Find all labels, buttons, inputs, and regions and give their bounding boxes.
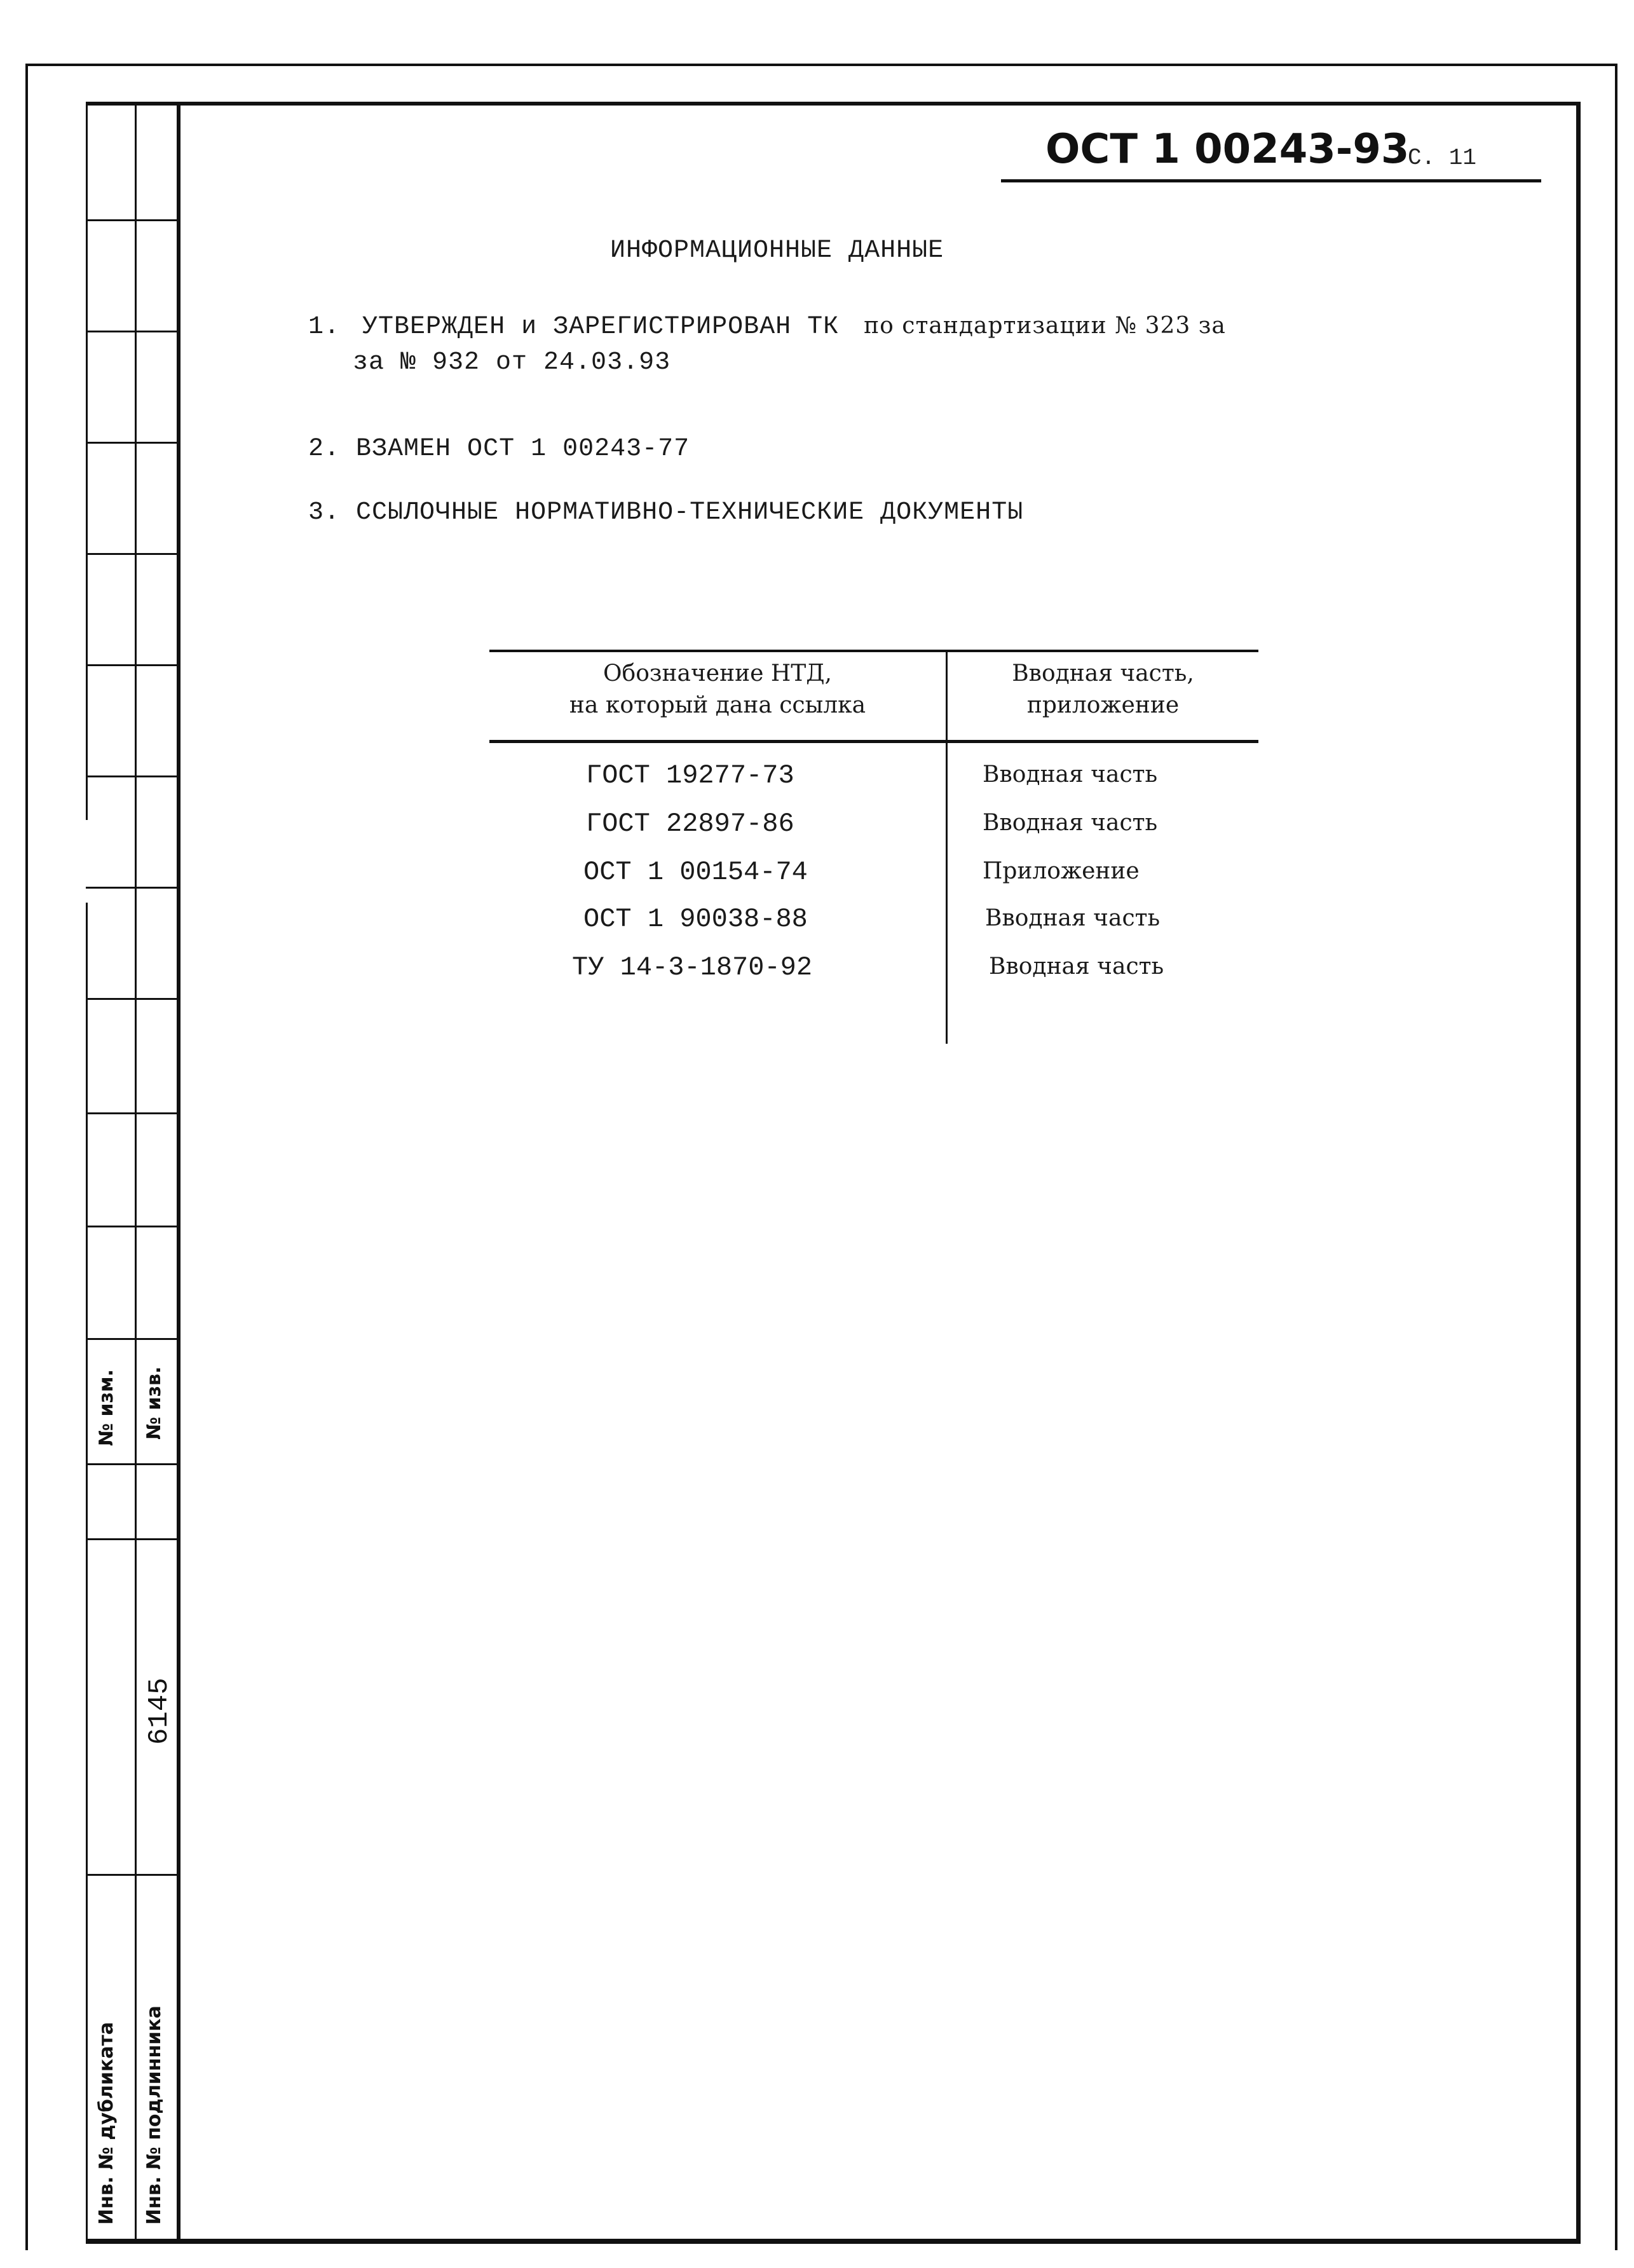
strip-left-line bbox=[86, 102, 88, 820]
inv-dublikata-label: Инв. № дубликата bbox=[95, 2021, 118, 2225]
table-cell-part: Вводная часть bbox=[985, 905, 1161, 931]
sheet-border-top bbox=[25, 64, 1617, 66]
inv-number: 6145 bbox=[144, 1677, 175, 1745]
item-1-text: УТВЕРЖДЕН и ЗАРЕГИСТРИРОВАН ТК bbox=[362, 313, 840, 341]
sheet-border-right bbox=[1615, 64, 1617, 2250]
table-cell-ntd: ГОСТ 22897-86 bbox=[586, 809, 794, 839]
item-2 bbox=[308, 435, 690, 463]
header-part bbox=[948, 658, 1258, 721]
item-1-num: 1. bbox=[308, 313, 341, 341]
section-title: ИНФОРМАЦИОННЫЕ ДАННЫЕ bbox=[610, 236, 944, 265]
item-3 bbox=[308, 498, 1023, 527]
table-cell-part: Вводная часть bbox=[983, 810, 1158, 836]
izv-label: № изв. bbox=[143, 1366, 165, 1440]
inv-podlinnika-label: Инв. № подлинника bbox=[143, 2005, 165, 2225]
frame-top bbox=[86, 102, 1579, 106]
page-number: С. 11 bbox=[1408, 145, 1477, 171]
item-3-text: ССЫЛОЧНЫЕ НОРМАТИВНО-ТЕХНИЧЕСКИЕ ДОКУМЕНТЫ bbox=[356, 498, 1024, 527]
header-ntd bbox=[489, 658, 946, 721]
table-top-rule bbox=[489, 650, 1258, 652]
table-cell-ntd: ГОСТ 19277-73 bbox=[586, 760, 794, 791]
table-header-rule bbox=[489, 740, 1258, 743]
header-ntd-line1: Обозначение НТД, bbox=[603, 660, 832, 687]
table-cell-part: Приложение bbox=[983, 858, 1140, 884]
table-cell-ntd: ОСТ 1 90038-88 bbox=[583, 904, 808, 934]
frame-left bbox=[177, 102, 180, 2244]
header-underline bbox=[1001, 179, 1541, 182]
header-part-line1: Вводная часть, bbox=[1012, 660, 1194, 687]
header-part-line2: приложение bbox=[1026, 692, 1180, 718]
item-1 bbox=[308, 313, 1226, 341]
header-ntd-line2: на который дана ссылка bbox=[569, 692, 866, 718]
frame-right bbox=[1576, 102, 1581, 2244]
item-3-num: 3. bbox=[308, 498, 341, 527]
document-code: ОСТ 1 00243-93 bbox=[1045, 126, 1410, 173]
table-cell-part: Вводная часть bbox=[989, 953, 1164, 980]
izm-label: № изм. bbox=[95, 1369, 118, 1446]
sheet-border-left bbox=[25, 64, 28, 2250]
item-1-text-small: по стандартизации № 323 за bbox=[864, 313, 1226, 339]
item-1-line2: за № 932 от 24.03.93 bbox=[353, 348, 671, 377]
strip-mid-line bbox=[135, 102, 137, 2244]
item-2-num: 2. bbox=[308, 435, 341, 463]
item-2-text: ВЗАМЕН ОСТ 1 00243-77 bbox=[356, 435, 690, 463]
table-cell-ntd: ТУ 14-3-1870-92 bbox=[572, 952, 813, 983]
table-cell-part: Вводная часть bbox=[983, 762, 1158, 788]
frame-bottom bbox=[86, 2239, 1581, 2244]
strip-left-line-lower bbox=[86, 903, 88, 2244]
table-cell-ntd: ОСТ 1 00154-74 bbox=[583, 857, 808, 887]
